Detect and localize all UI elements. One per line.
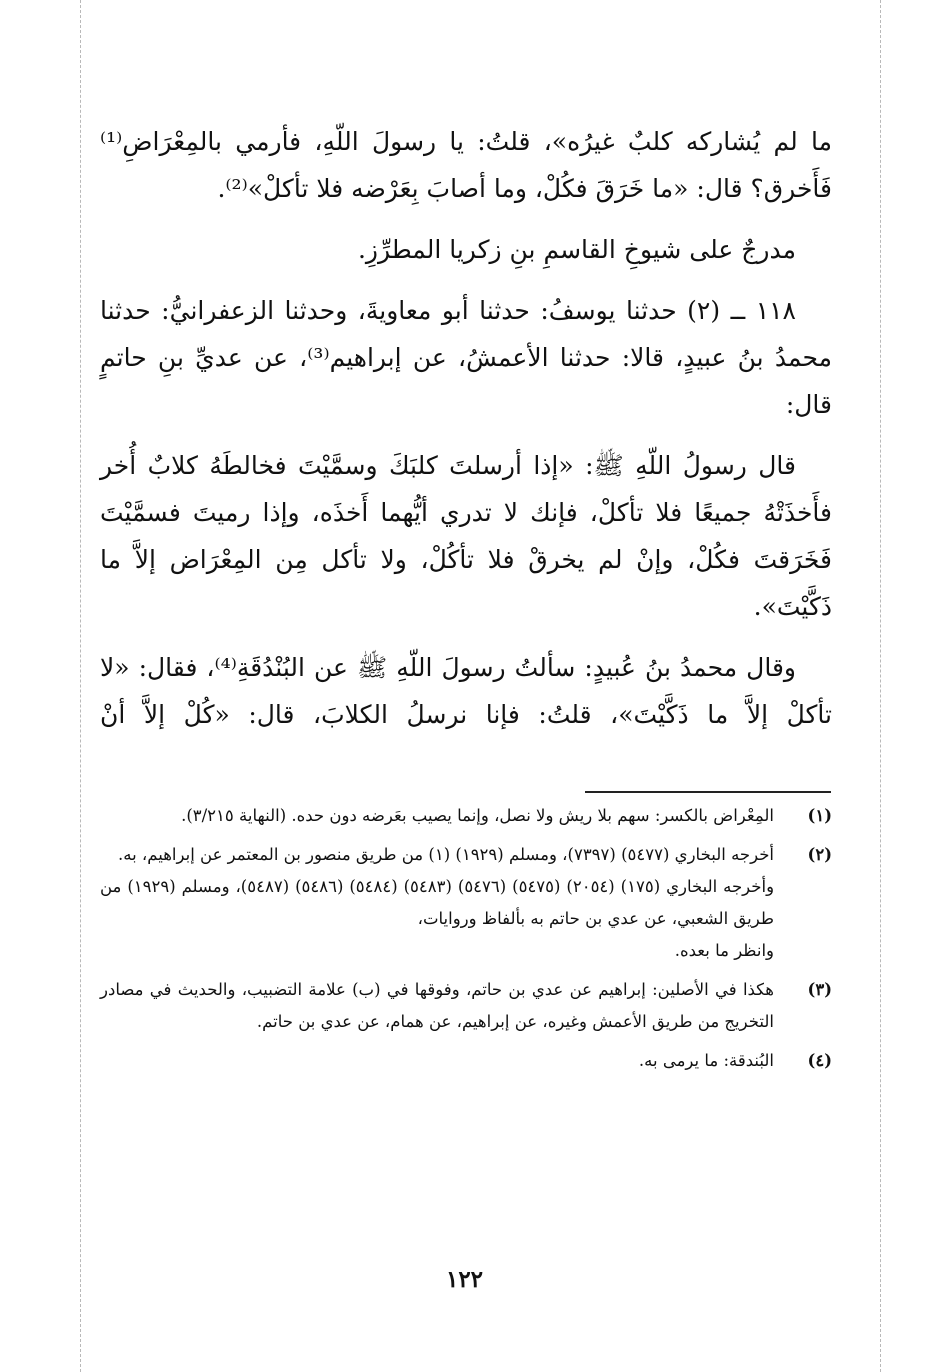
footnotes	[100, 800, 832, 1084]
page-guide-line-right	[880, 0, 881, 1372]
main-text	[100, 118, 832, 752]
main-paragraph: مدرجٌ على شيوخِ القاسمِ بنِ زكريا المطرِّزِ.	[357, 235, 796, 264]
footnote-text: أخرجه البخاري (٥٤٧٧) (٧٣٩٧)، ومسلم (١٩٢٩) (١) من طريق منصور بن المعتمر عن إبراهيم، به.	[118, 845, 774, 864]
hadith-paragraph: وقال محمدُ بنُ عُبيدٍ: سألتُ رسولَ اللّهِ ﷺ عن البُنْدُقَةِ⁽⁴⁾، فقال: «لا تأكلْ إلاَّ ما ذَكَّيْتَ»، قلتُ: فإنا نرسلُ الكلابَ، قال: «كُلْ إلاَّ أنْ	[100, 653, 832, 729]
footnote	[100, 974, 832, 1038]
footnote	[100, 1045, 832, 1077]
footnote-number: (٣)	[807, 980, 832, 999]
footnote	[100, 839, 832, 967]
footnote-text: وانظر ما بعده.	[674, 941, 774, 960]
footnote-text: البُندقة: ما يرمى به.	[638, 1051, 774, 1070]
footnote-number: (٢)	[807, 845, 832, 864]
footnote-number: (١)	[807, 806, 832, 825]
page-number: ١٢٢	[445, 1266, 484, 1293]
main-paragraph: ما لم يُشاركه كلبٌ غيرُه»، قلتُ: يا رسولَ اللّهِ، فأرمي بالمِعْرَاضِ⁽¹⁾ فَأَخرق؟ قال: «ما خَرَقَ فكُلْ، وما أصابَ بِعَرْضه فلا تأكلْ»⁽²⁾.	[100, 127, 832, 203]
hadith-paragraph: قال رسولُ اللّهِ ﷺ: «إذا أرسلتَ كلبَكَ وسمَّيْتَ فخالطَهُ كلابٌ أُخر فأَخذَتْهُ جميعًا فلا تأكلْ، فإنك لا تدري أيُّهما أَخذَه، وإذا رميتَ فسمَّيْتَ فَخَرَقتَ فكُلْ، وإنْ لم يخرقْ فلا تأكُلْ، ولا تأكل مِن المِعْرَاض إلاَّ ما ذَكَّيْتَ».	[100, 451, 832, 621]
footnote-text: المِعْراض بالكسر: سهم بلا ريش ولا نصل، وإنما يصيب بعَرضه دون حده. (النهاية ٣/٢١٥).	[181, 806, 774, 825]
page-guide-line-left	[80, 0, 81, 1372]
footnote-text: هكذا في الأصلين: إبراهيم عن عدي بن حاتم، وفوقها في (ب) علامة التضبيب، والحديث في مصادر التخريج من طريق الأعمش وغيره، عن إبراهيم، عن همام، عن عدي بن حاتم.	[100, 980, 774, 1031]
footnote-text: وأخرجه البخاري (١٧٥) (٢٠٥٤) (٥٤٧٥) (٥٤٧٦) (٥٤٨٣) (٥٤٨٤) (٥٤٨٦) (٥٤٨٧)، ومسلم (١٩٢٩) من طريق الشعبي، عن عدي بن حاتم به بألفاظ وروايات،	[100, 877, 775, 928]
footnote-number: (٤)	[807, 1051, 832, 1070]
footnote-separator	[585, 791, 831, 793]
hadith-paragraph: ١١٨ ــ (٢) حدثنا يوسفُ: حدثنا أبو معاويةَ، وحدثنا الزعفرانيُّ: حدثنا محمدُ بنُ عبيدٍ، قالا: حدثنا الأعمشُ، عن إبراهيم⁽³⁾، عن عديِّ بنِ حاتمٍ قال:	[100, 296, 832, 419]
footnote	[100, 800, 832, 832]
